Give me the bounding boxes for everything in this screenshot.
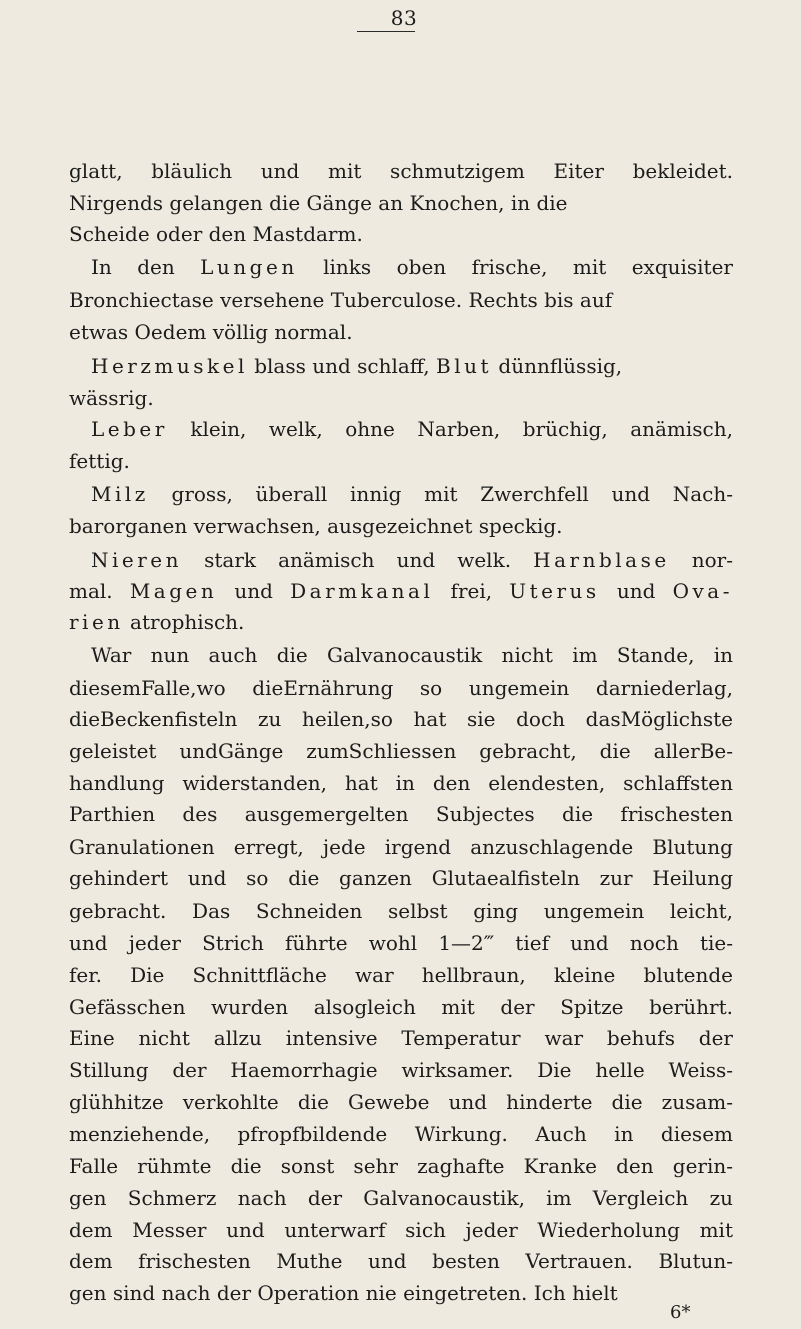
text-run: und xyxy=(599,579,673,603)
spaced-term: Darmkanal xyxy=(290,579,434,603)
text-line xyxy=(0,703,801,735)
text-run: Granulationen erregt, jede irgend anzuschlagende Blutung xyxy=(69,835,733,859)
spaced-term: Magen xyxy=(129,579,218,603)
text-run: und xyxy=(217,579,291,603)
text-run: gross, überall innig mit Zwerchfell und Nach- xyxy=(148,482,733,506)
text-run: gebracht. Das Schneiden selbst ging ungemein leicht, xyxy=(69,899,733,923)
text-run: etwas Oedem völlig normal. xyxy=(69,320,353,344)
text-line xyxy=(0,1054,801,1086)
text-line xyxy=(0,284,801,316)
text-run: glatt, bläulich und mit schmutzigem Eiter bekleidet. xyxy=(69,159,733,183)
text-line xyxy=(0,251,801,283)
text-line xyxy=(0,218,801,250)
spaced-term: Herzmuskel xyxy=(91,354,248,378)
text-line xyxy=(0,798,801,830)
text-run: diesemFalle,wo dieErnährung so ungemein darniederlag, xyxy=(69,676,733,700)
text-run: Falle rühmte die sonst sehr zaghafte Kranke den gerin- xyxy=(69,1154,733,1178)
text-run: stark anämisch und welk. xyxy=(182,548,534,572)
text-run: Eine nicht allzu intensive Temperatur war behufs der xyxy=(69,1026,733,1050)
text-run: und jeder Strich führte wohl 1—2‴ tief und noch tie- xyxy=(69,931,733,955)
text-line xyxy=(0,927,801,959)
text-line xyxy=(0,1245,801,1277)
text-line xyxy=(0,639,801,671)
text-line xyxy=(0,991,801,1023)
text-run: geleistet undGänge zumSchliessen gebracht, die allerBe- xyxy=(69,739,733,763)
text-run: nor- xyxy=(669,548,733,572)
text-run: atrophisch. xyxy=(123,610,245,634)
text-line xyxy=(0,187,801,219)
text-run: Scheide oder den Mastdarm. xyxy=(69,222,363,246)
text-run: menziehende, pfropfbildende Wirkung. Auch in diesem xyxy=(69,1122,733,1146)
text-run: fettig. xyxy=(69,449,130,473)
text-line xyxy=(0,575,801,607)
text-line xyxy=(0,1022,801,1054)
text-run: gehindert und so die ganzen Glutaealfisteln zur Heilung xyxy=(69,866,733,890)
text-line xyxy=(0,544,801,576)
text-run: fer. Die Schnittfläche war hellbraun, kleine blutende xyxy=(69,963,733,987)
text-run: dem Messer und unterwarf sich jeder Wiederholung mit xyxy=(69,1218,733,1242)
text-line xyxy=(0,1086,801,1118)
text-run: blass und schlaff, xyxy=(247,354,437,378)
text-line xyxy=(0,862,801,894)
spaced-term: Ova- xyxy=(672,579,733,603)
text-run: dem frischesten Muthe und besten Vertrauen. Blutun- xyxy=(69,1249,733,1273)
text-line xyxy=(0,316,801,348)
text-run: Stillung der Haemorrhagie wirksamer. Die helle Weiss- xyxy=(69,1058,733,1082)
catchword: 6* xyxy=(670,1302,691,1323)
text-run: Gefässchen wurden alsogleich mit der Spitze berührt. xyxy=(69,995,733,1019)
text-run: gen Schmerz nach der Galvanocaustik, im Vergleich zu xyxy=(69,1186,733,1210)
text-line xyxy=(0,413,801,445)
spaced-term: Harnblase xyxy=(533,548,670,572)
text-line xyxy=(0,767,801,799)
spaced-term: Milz xyxy=(91,482,149,506)
text-run: barorganen verwachsen, ausgezeichnet speckig. xyxy=(69,514,563,538)
text-line xyxy=(0,445,801,477)
text-line xyxy=(0,895,801,927)
text-line xyxy=(0,1182,801,1214)
text-line xyxy=(0,672,801,704)
text-run: frei, xyxy=(433,579,510,603)
text-line xyxy=(0,959,801,991)
text-run: glühhitze verkohlte die Gewebe und hinderte die zusam- xyxy=(69,1090,733,1114)
text-run: dünnflüssig, xyxy=(492,354,623,378)
spaced-term: Blut xyxy=(436,354,493,378)
text-run: mal. xyxy=(69,579,130,603)
text-run: gen sind nach der Operation nie eingetreten. Ich hielt xyxy=(69,1281,618,1305)
text-run: In den xyxy=(91,255,201,279)
text-run: links oben frische, mit exquisiter xyxy=(297,255,733,279)
text-run: klein, welk, ohne Narben, brüchig, anämisch, xyxy=(167,417,733,441)
text-line xyxy=(0,155,801,187)
text-line xyxy=(0,382,801,414)
text-line xyxy=(0,478,801,510)
text-run: Parthien des ausgemergelten Subjectes die frischesten xyxy=(69,802,733,826)
text-run: wässrig. xyxy=(69,386,154,410)
spaced-term: Lungen xyxy=(200,255,298,279)
text-line xyxy=(0,831,801,863)
spaced-term: Leber xyxy=(91,417,168,441)
text-line xyxy=(0,350,801,382)
spaced-term: rien xyxy=(69,610,124,634)
spaced-term: Uterus xyxy=(509,579,600,603)
text-line xyxy=(0,735,801,767)
text-line xyxy=(0,1150,801,1182)
text-run: dieBeckenfisteln zu heilen,so hat sie doch dasMöglichste xyxy=(69,707,733,731)
page-number: 83 xyxy=(390,6,418,30)
header-rule xyxy=(357,31,415,32)
text-run: handlung widerstanden, hat in den elendesten, schlaffsten xyxy=(69,771,733,795)
text-run: War nun auch die Galvanocaustik nicht im Stande, in xyxy=(91,643,733,667)
text-run: Bronchiectase versehene Tuberculose. Rechts bis auf xyxy=(69,288,613,312)
text-line xyxy=(0,606,801,638)
text-line xyxy=(0,510,801,542)
text-run: Nirgends gelangen die Gänge an Knochen, in die xyxy=(69,191,568,215)
text-line xyxy=(0,1214,801,1246)
spaced-term: Nieren xyxy=(91,548,183,572)
text-line xyxy=(0,1118,801,1150)
